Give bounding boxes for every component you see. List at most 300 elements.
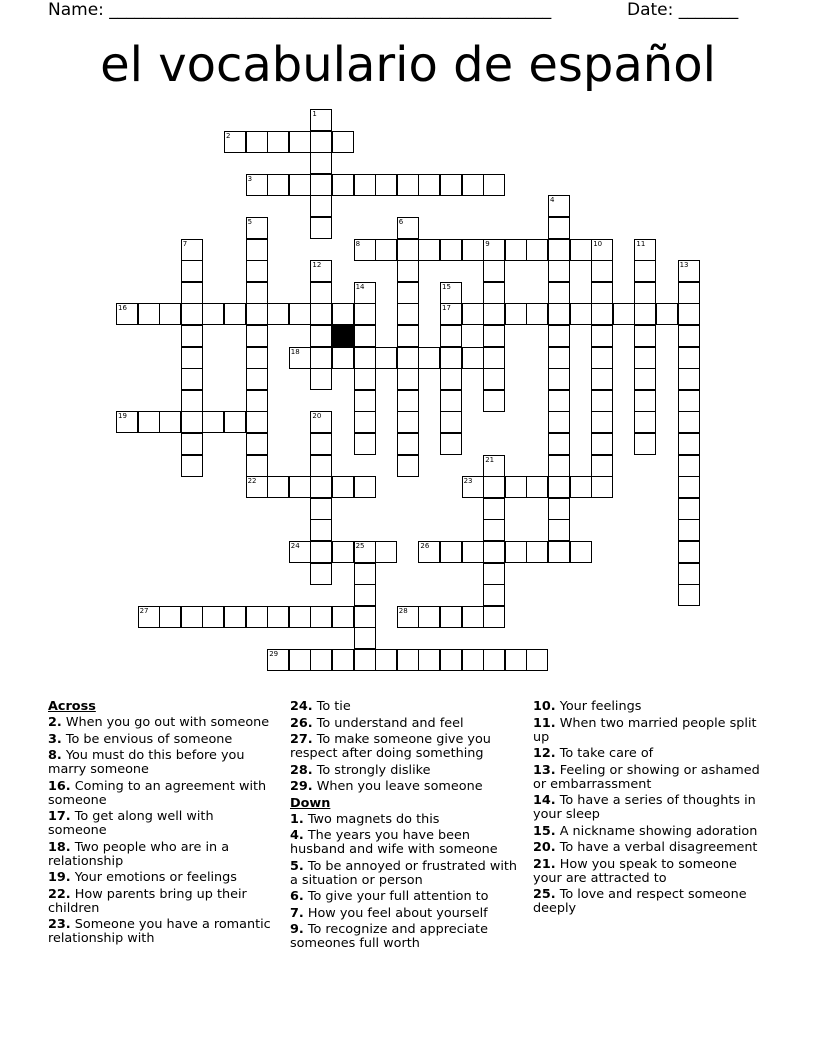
crossword-cell[interactable]	[483, 239, 505, 261]
crossword-cell[interactable]	[678, 498, 700, 520]
crossword-cell[interactable]	[440, 606, 462, 628]
clue-text: To have a series of thoughts in your sleep	[533, 793, 756, 822]
crossword-cell[interactable]	[224, 131, 246, 153]
crossword-cell[interactable]	[440, 239, 462, 261]
crossword-cell[interactable]	[246, 433, 268, 455]
crossword-cell[interactable]	[418, 541, 440, 563]
crossword-cell[interactable]	[483, 563, 505, 585]
crossword-black-cell	[332, 325, 354, 347]
crossword-cell[interactable]	[634, 325, 656, 347]
clues-column-1	[48, 700, 273, 949]
crossword-cell[interactable]	[548, 411, 570, 433]
clue-number: 11	[636, 239, 646, 248]
crossword-cell[interactable]	[310, 455, 332, 477]
crossword-cell[interactable]	[548, 217, 570, 239]
crossword-cell[interactable]	[354, 411, 376, 433]
crossword-cell[interactable]	[354, 649, 376, 671]
crossword-cell[interactable]	[483, 325, 505, 347]
crossword-cell[interactable]	[246, 347, 268, 369]
crossword-cell[interactable]	[397, 174, 419, 196]
crossword-cell[interactable]	[678, 563, 700, 585]
crossword-cell[interactable]	[483, 303, 505, 325]
crossword-cell[interactable]	[548, 455, 570, 477]
crossword-cell[interactable]	[634, 433, 656, 455]
crossword-cell[interactable]	[526, 541, 548, 563]
crossword-cell[interactable]	[310, 347, 332, 369]
clue-number-label: 14.	[533, 793, 556, 808]
crossword-cell[interactable]	[310, 260, 332, 282]
clue-number-label: 10.	[533, 699, 556, 714]
clue-number-label: 26.	[290, 715, 313, 731]
crossword-cell[interactable]	[267, 131, 289, 153]
crossword-cell[interactable]	[397, 217, 419, 239]
clue-number-label: 22.	[48, 886, 71, 902]
crossword-cell[interactable]	[591, 325, 613, 347]
crossword-cell[interactable]	[505, 649, 527, 671]
crossword-cell[interactable]	[483, 174, 505, 196]
crossword-cell[interactable]	[526, 303, 548, 325]
crossword-cell[interactable]	[678, 433, 700, 455]
crossword-cell[interactable]	[678, 390, 700, 412]
across-heading: Across	[48, 699, 96, 714]
clue-item	[290, 733, 522, 761]
crossword-cell[interactable]	[375, 649, 397, 671]
clue-text: To recognize and appreciate someones full worth	[290, 922, 488, 951]
crossword-cell[interactable]	[202, 606, 224, 628]
crossword-cell[interactable]	[159, 303, 181, 325]
crossword-cell[interactable]	[397, 303, 419, 325]
crossword-cell[interactable]	[678, 519, 700, 541]
clue-text: To be envious of someone	[61, 731, 233, 747]
crossword-cell[interactable]	[181, 455, 203, 477]
crossword-cell[interactable]	[678, 347, 700, 369]
crossword-cell[interactable]	[246, 390, 268, 412]
crossword-cell[interactable]	[246, 476, 268, 498]
crossword-cell[interactable]	[548, 368, 570, 390]
crossword-cell[interactable]	[483, 519, 505, 541]
clue-text: A nickname showing adoration	[555, 823, 758, 839]
crossword-cell[interactable]	[462, 541, 484, 563]
crossword-cell[interactable]	[634, 411, 656, 433]
crossword-cell[interactable]	[354, 541, 376, 563]
crossword-cell[interactable]	[310, 498, 332, 520]
crossword-cell[interactable]	[246, 282, 268, 304]
crossword-cell[interactable]	[418, 347, 440, 369]
crossword-cell[interactable]	[332, 649, 354, 671]
crossword-cell[interactable]	[548, 347, 570, 369]
crossword-cell[interactable]	[462, 239, 484, 261]
clue-text: To tie	[312, 699, 351, 714]
clue-number: 2	[226, 131, 231, 140]
crossword-cell[interactable]	[570, 476, 592, 498]
crossword-cell[interactable]	[462, 303, 484, 325]
crossword-cell[interactable]	[289, 131, 311, 153]
crossword-cell[interactable]	[570, 541, 592, 563]
crossword-cell[interactable]	[332, 131, 354, 153]
crossword-cell[interactable]	[591, 347, 613, 369]
clue-item	[533, 764, 765, 792]
crossword-cell[interactable]	[462, 606, 484, 628]
crossword-cell[interactable]	[224, 303, 246, 325]
crossword-cell[interactable]	[462, 347, 484, 369]
crossword-cell[interactable]	[548, 260, 570, 282]
clue-item	[290, 717, 522, 731]
crossword-cell[interactable]	[289, 174, 311, 196]
crossword-cell[interactable]	[440, 282, 462, 304]
crossword-cell[interactable]	[634, 239, 656, 261]
crossword-cell[interactable]	[310, 476, 332, 498]
crossword-cell[interactable]	[634, 303, 656, 325]
crossword-cell[interactable]	[332, 174, 354, 196]
clue-item	[533, 700, 765, 714]
crossword-cell[interactable]	[505, 239, 527, 261]
crossword-cell[interactable]	[591, 476, 613, 498]
clue-item	[290, 700, 522, 714]
crossword-cell[interactable]	[634, 390, 656, 412]
crossword-cell[interactable]	[397, 260, 419, 282]
crossword-cell[interactable]	[397, 368, 419, 390]
crossword-cell[interactable]	[505, 476, 527, 498]
crossword-cell[interactable]	[634, 282, 656, 304]
clue-number: 5	[247, 218, 253, 226]
clue-number: 7	[182, 239, 188, 248]
crossword-cell[interactable]	[483, 476, 505, 498]
crossword-cell[interactable]	[634, 260, 656, 282]
crossword-cell[interactable]	[397, 325, 419, 347]
crossword-cell[interactable]	[246, 131, 268, 153]
crossword-cell[interactable]	[246, 368, 268, 390]
crossword-cell[interactable]	[181, 303, 203, 325]
clue-item	[290, 860, 522, 888]
crossword-cell[interactable]	[354, 606, 376, 628]
crossword-cell[interactable]	[483, 541, 505, 563]
crossword-cell[interactable]	[310, 541, 332, 563]
crossword-cell[interactable]	[483, 649, 505, 671]
clue-number-label: 9.	[290, 922, 304, 937]
clue-item	[48, 841, 273, 869]
crossword-cell[interactable]	[354, 390, 376, 412]
clue-number-label: 15.	[533, 823, 556, 839]
crossword-cell[interactable]	[181, 282, 203, 304]
crossword-cell[interactable]	[634, 347, 656, 369]
crossword-cell[interactable]	[440, 649, 462, 671]
crossword-cell[interactable]	[375, 541, 397, 563]
crossword-cell[interactable]	[289, 541, 311, 563]
crossword-cell[interactable]	[310, 411, 332, 433]
crossword-cell[interactable]	[483, 390, 505, 412]
clue-number: 24	[290, 542, 300, 550]
crossword-cell[interactable]	[591, 455, 613, 477]
crossword-cell[interactable]	[483, 498, 505, 520]
crossword-cell[interactable]	[483, 455, 505, 477]
crossword-cell[interactable]	[462, 476, 484, 498]
crossword-cell[interactable]	[354, 563, 376, 585]
crossword-cell[interactable]	[678, 476, 700, 498]
crossword-cell[interactable]	[483, 260, 505, 282]
crossword-cell[interactable]	[138, 303, 160, 325]
crossword-cell[interactable]	[310, 217, 332, 239]
crossword-cell[interactable]	[483, 368, 505, 390]
crossword-cell[interactable]	[267, 303, 289, 325]
clue-number-label: 7.	[290, 905, 304, 921]
crossword-cell[interactable]	[634, 368, 656, 390]
clue-number-label: 16.	[48, 778, 71, 794]
crossword-cell[interactable]	[526, 649, 548, 671]
crossword-cell[interactable]	[310, 152, 332, 174]
crossword-cell[interactable]	[181, 239, 203, 261]
crossword-cell[interactable]	[354, 476, 376, 498]
clue-number-label: 17.	[48, 809, 71, 824]
crossword-cell[interactable]	[267, 174, 289, 196]
crossword-cell[interactable]	[310, 303, 332, 325]
clue-item	[48, 749, 273, 777]
crossword-cell[interactable]	[332, 303, 354, 325]
crossword-cell[interactable]	[397, 649, 419, 671]
crossword-cell[interactable]	[354, 282, 376, 304]
crossword-cell[interactable]	[310, 109, 332, 131]
crossword-cell[interactable]	[310, 649, 332, 671]
crossword-cell[interactable]	[397, 606, 419, 628]
crossword-cell[interactable]	[591, 260, 613, 282]
crossword-cell[interactable]	[418, 239, 440, 261]
clue-number-label: 29.	[290, 779, 313, 794]
crossword-cell[interactable]	[591, 411, 613, 433]
clue-number-label: 18.	[48, 839, 71, 855]
crossword-cell[interactable]	[310, 368, 332, 390]
clue-text: When two married people split up	[533, 715, 757, 745]
crossword-cell[interactable]	[548, 239, 570, 261]
crossword-cell[interactable]	[181, 411, 203, 433]
crossword-cell[interactable]	[289, 476, 311, 498]
crossword-cell[interactable]	[310, 433, 332, 455]
crossword-cell[interactable]	[332, 606, 354, 628]
crossword-cell[interactable]	[548, 303, 570, 325]
crossword-cell[interactable]	[289, 606, 311, 628]
crossword-cell[interactable]	[246, 455, 268, 477]
crossword-cell[interactable]	[397, 347, 419, 369]
clue-item	[48, 888, 273, 916]
crossword-cell[interactable]	[202, 303, 224, 325]
crossword-cell[interactable]	[159, 411, 181, 433]
crossword-cell[interactable]	[310, 131, 332, 153]
crossword-cell[interactable]	[678, 282, 700, 304]
crossword-cell[interactable]	[310, 519, 332, 541]
crossword-cell[interactable]	[397, 282, 419, 304]
crossword-cell[interactable]	[678, 455, 700, 477]
clue-number: 27	[139, 606, 149, 615]
crossword-cell[interactable]	[440, 174, 462, 196]
crossword-cell[interactable]	[591, 303, 613, 325]
crossword-cell[interactable]	[246, 606, 268, 628]
crossword-cell[interactable]	[440, 541, 462, 563]
clue-item	[290, 780, 522, 794]
crossword-cell[interactable]	[678, 584, 700, 606]
crossword-cell[interactable]	[526, 476, 548, 498]
crossword-cell[interactable]	[354, 347, 376, 369]
crossword-cell[interactable]	[310, 282, 332, 304]
crossword-cell[interactable]	[440, 303, 462, 325]
crossword-cell[interactable]	[246, 325, 268, 347]
crossword-cell[interactable]	[418, 174, 440, 196]
crossword-cell[interactable]	[181, 368, 203, 390]
crossword-cell[interactable]	[548, 498, 570, 520]
clue-item	[48, 780, 273, 808]
crossword-cell[interactable]	[570, 239, 592, 261]
crossword-cell[interactable]	[375, 239, 397, 261]
crossword-cell[interactable]	[181, 433, 203, 455]
crossword-cell[interactable]	[246, 303, 268, 325]
clue-number: 3	[247, 174, 253, 183]
clues-column-3	[533, 700, 765, 919]
crossword-cell[interactable]	[289, 303, 311, 325]
crossword-cell[interactable]	[678, 260, 700, 282]
crossword-cell[interactable]	[202, 411, 224, 433]
crossword-cell[interactable]	[354, 325, 376, 347]
crossword-cell[interactable]	[591, 282, 613, 304]
clue-number: 29	[269, 650, 279, 658]
crossword-cell[interactable]	[418, 606, 440, 628]
clue-item	[533, 794, 765, 822]
clue-text: How you feel about yourself	[303, 905, 488, 921]
crossword-cell[interactable]	[591, 433, 613, 455]
crossword-cell[interactable]	[267, 606, 289, 628]
crossword-cell[interactable]	[354, 433, 376, 455]
crossword-cell[interactable]	[548, 390, 570, 412]
crossword-cell[interactable]	[116, 303, 138, 325]
crossword-cell[interactable]	[181, 390, 203, 412]
crossword-cell[interactable]	[483, 282, 505, 304]
crossword-cell[interactable]	[138, 411, 160, 433]
crossword-cell[interactable]	[462, 649, 484, 671]
clue-number: 9	[485, 239, 490, 248]
clue-number-label: 19.	[48, 870, 71, 885]
crossword-cell[interactable]	[246, 260, 268, 282]
clue-number: 10	[593, 239, 603, 248]
crossword-cell[interactable]	[354, 368, 376, 390]
crossword-cell[interactable]	[548, 519, 570, 541]
crossword-cell[interactable]	[440, 390, 462, 412]
crossword-cell[interactable]	[591, 239, 613, 261]
crossword-cell[interactable]	[505, 541, 527, 563]
crossword-cell[interactable]	[656, 303, 678, 325]
crossword-cell[interactable]	[289, 347, 311, 369]
clue-text: Your feelings	[555, 699, 642, 714]
crossword-cell[interactable]	[678, 303, 700, 325]
crossword-cell[interactable]	[548, 433, 570, 455]
crossword-cell[interactable]	[332, 347, 354, 369]
crossword-cell[interactable]	[397, 239, 419, 261]
crossword-cell[interactable]	[181, 606, 203, 628]
crossword-cell[interactable]	[310, 325, 332, 347]
crossword-cell[interactable]	[332, 541, 354, 563]
clue-text: To take care of	[555, 746, 654, 761]
crossword-cell[interactable]	[462, 174, 484, 196]
crossword-cell[interactable]	[267, 649, 289, 671]
crossword-cell[interactable]	[440, 411, 462, 433]
crossword-cell[interactable]	[440, 433, 462, 455]
crossword-cell[interactable]	[354, 584, 376, 606]
crossword-cell[interactable]	[159, 606, 181, 628]
crossword-cell[interactable]	[418, 649, 440, 671]
crossword-cell[interactable]	[310, 606, 332, 628]
crossword-cell[interactable]	[526, 239, 548, 261]
crossword-cell[interactable]	[505, 303, 527, 325]
crossword-cell[interactable]	[310, 195, 332, 217]
crossword-cell[interactable]	[678, 541, 700, 563]
clue-number-label: 23.	[48, 917, 71, 932]
crossword-cell[interactable]	[548, 282, 570, 304]
crossword-cell[interactable]	[224, 411, 246, 433]
crossword-cell[interactable]	[613, 303, 635, 325]
crossword-cell[interactable]	[246, 411, 268, 433]
crossword-cell[interactable]	[678, 411, 700, 433]
clue-text: To understand and feel	[312, 715, 464, 731]
crossword-cell[interactable]	[440, 325, 462, 347]
clue-number-label: 28.	[290, 762, 313, 778]
clue-item	[533, 888, 765, 916]
crossword-cell[interactable]	[440, 347, 462, 369]
crossword-cell[interactable]	[354, 303, 376, 325]
crossword-cell[interactable]	[397, 455, 419, 477]
crossword-cell[interactable]	[483, 347, 505, 369]
crossword-cell[interactable]	[181, 347, 203, 369]
crossword-cell[interactable]	[548, 476, 570, 498]
crossword-cell[interactable]	[678, 368, 700, 390]
crossword-cell[interactable]	[354, 627, 376, 649]
crossword-cell[interactable]	[246, 174, 268, 196]
crossword-cell[interactable]	[591, 368, 613, 390]
crossword-cell[interactable]	[289, 649, 311, 671]
crossword-cell[interactable]	[267, 476, 289, 498]
crossword-cell[interactable]	[678, 325, 700, 347]
clue-number-label: 13.	[533, 762, 556, 778]
crossword-cell[interactable]	[548, 541, 570, 563]
crossword-cell[interactable]	[397, 390, 419, 412]
crossword-cell[interactable]	[116, 411, 138, 433]
crossword-cell[interactable]	[310, 174, 332, 196]
clue-number: 16	[118, 304, 127, 313]
crossword-cell[interactable]	[246, 217, 268, 239]
crossword-cell[interactable]	[483, 606, 505, 628]
crossword-cell[interactable]	[483, 584, 505, 606]
crossword-cell[interactable]	[246, 239, 268, 261]
crossword-cell[interactable]	[591, 390, 613, 412]
clue-number: 20	[312, 412, 322, 421]
crossword-cell[interactable]	[224, 606, 246, 628]
crossword-cell[interactable]	[310, 563, 332, 585]
crossword-cell[interactable]	[354, 239, 376, 261]
crossword-cell[interactable]	[570, 303, 592, 325]
clue-number: 28	[398, 606, 408, 615]
crossword-cell[interactable]	[181, 325, 203, 347]
crossword-cell[interactable]	[397, 433, 419, 455]
clue-item	[533, 858, 765, 886]
crossword-cell[interactable]	[138, 606, 160, 628]
clue-number-label: 20.	[533, 840, 556, 855]
crossword-cell[interactable]	[440, 368, 462, 390]
crossword-cell[interactable]	[548, 195, 570, 217]
clue-item	[290, 764, 522, 778]
clue-number-label: 3.	[48, 731, 62, 747]
crossword-cell[interactable]	[397, 411, 419, 433]
clue-number: 23	[463, 477, 473, 486]
crossword-cell[interactable]	[375, 347, 397, 369]
crossword-cell[interactable]	[181, 260, 203, 282]
crossword-cell[interactable]	[548, 325, 570, 347]
crossword-cell[interactable]	[332, 476, 354, 498]
crossword-cell[interactable]	[354, 174, 376, 196]
crossword-cell[interactable]	[375, 174, 397, 196]
